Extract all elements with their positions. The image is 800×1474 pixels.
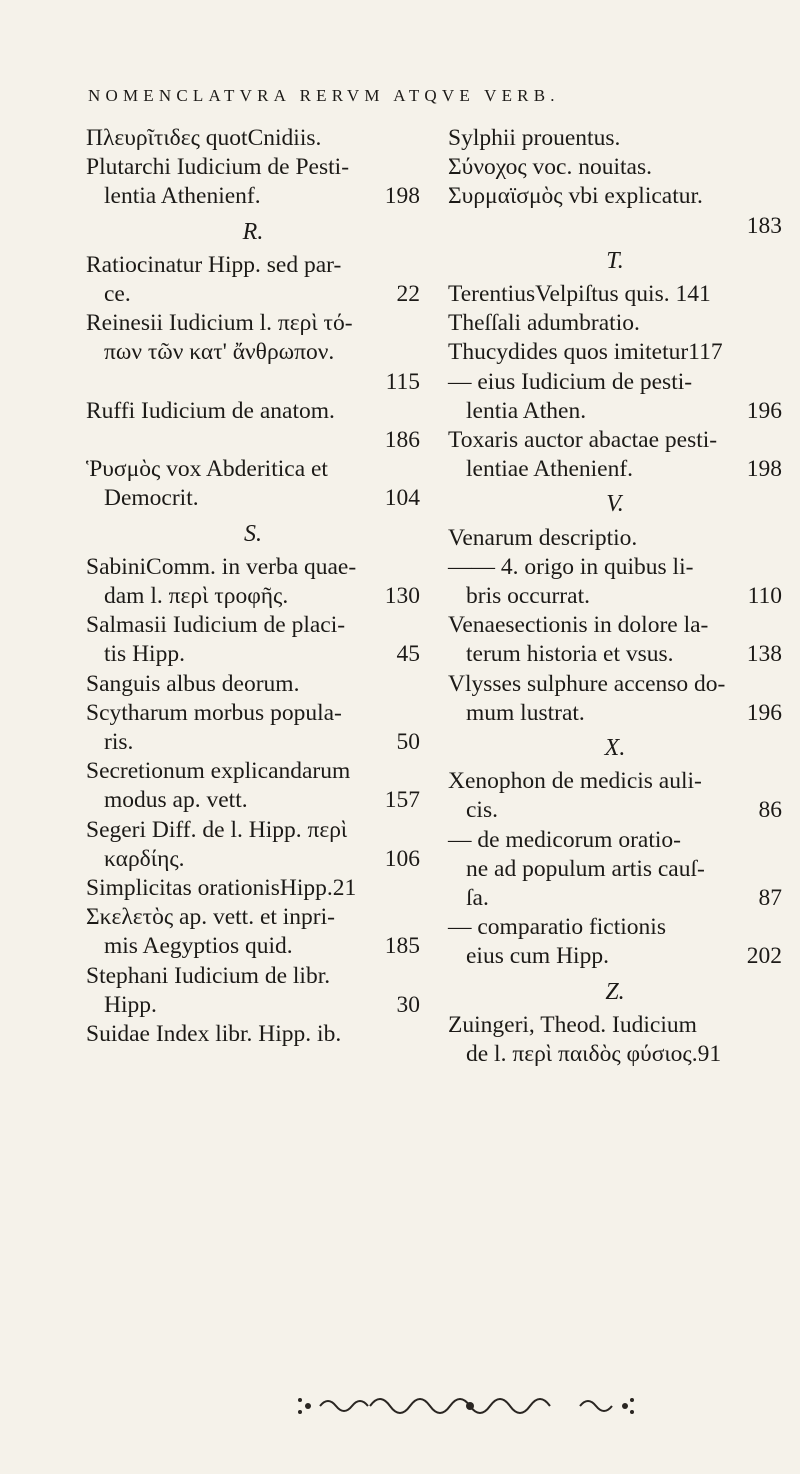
entry-continuation: dam l. περὶ τροφῆς. <box>104 583 289 610</box>
entry-text: Simplicitas orationisHipp.21 <box>86 875 357 902</box>
index-entry <box>86 309 420 397</box>
index-entry <box>448 1011 782 1069</box>
index-entry <box>86 611 420 669</box>
entry-text: Suidae Index libr. Hipp. ib. <box>86 1021 342 1048</box>
entry-text: Πλευρῖτιδες quotCnidiis. <box>86 125 322 151</box>
entry-text: SabiniComm. in verba quae- <box>86 553 357 580</box>
page-number: 30 <box>396 991 420 1018</box>
index-entry <box>448 280 782 309</box>
index-entry <box>448 913 782 971</box>
entry-text: Ruffi Iudicium de anatom. <box>86 397 335 424</box>
page-number: 86 <box>758 797 782 824</box>
entry-text: Venarum descriptio. <box>448 524 638 551</box>
index-entry <box>86 874 420 903</box>
page-number: 157 <box>384 787 420 814</box>
index-entry <box>448 611 782 669</box>
page-number: 202 <box>746 943 782 970</box>
index-entry <box>86 816 420 874</box>
page-number: 186 <box>384 427 420 454</box>
index-entry <box>448 153 782 182</box>
entry-continuation: modus ap. vett. <box>104 787 248 814</box>
entry-text: Zuingeri, Theod. Iudicium <box>448 1011 697 1038</box>
entry-text: Theſſali adumbratio. <box>448 310 640 337</box>
entry-text: Segeri Diff. de l. Hipp. περὶ <box>86 816 348 843</box>
entry-continuation: mis Aegyptios quid. <box>104 933 293 960</box>
entry-text: Xenophon de medicis auli- <box>448 768 702 795</box>
entry-text: Salmasii Iudicium de placi- <box>86 612 346 639</box>
index-entry <box>86 251 420 309</box>
page-number: 87 <box>758 885 782 912</box>
page-number: 198 <box>746 456 782 483</box>
index-entry <box>448 670 782 728</box>
right-column <box>448 124 782 1069</box>
entry-text: — de medicorum oratio- <box>448 826 681 853</box>
index-entry <box>448 182 782 240</box>
section-letter: V. <box>606 491 624 518</box>
entry-text: — comparatio fictionis <box>448 914 666 941</box>
left-column <box>86 124 420 1069</box>
entry-continuation: lentia Athenienf. <box>104 183 261 210</box>
index-entry <box>86 757 420 815</box>
index-entry <box>448 524 782 553</box>
entry-text: Stephani Iudicium de libr. <box>86 962 331 989</box>
entry-continuation: tis Hipp. <box>104 641 185 668</box>
entry-continuation: Hipp. <box>104 991 157 1018</box>
page-number: 183 <box>746 212 782 239</box>
entry-continuation: cis. <box>466 797 498 824</box>
index-entry <box>448 124 782 153</box>
entry-text: Συρμαϊσμὸς vbi explicatur. <box>448 183 703 210</box>
entry-continuation: de l. περὶ παιδὸς φύσιος.91 <box>466 1041 722 1068</box>
entry-continuation: terum historia et vsus. <box>466 641 674 668</box>
index-columns <box>86 124 786 1069</box>
entry-continuation: καρδίης. <box>104 845 185 872</box>
page-number: 106 <box>384 845 420 872</box>
section-letter: S. <box>244 520 262 547</box>
entry-text: Σύνοχος voc. nouitas. <box>448 154 652 181</box>
page-number: 22 <box>396 281 420 308</box>
entry-continuation: πων τῶν κατ' ἄνθρωπον. <box>104 339 335 366</box>
entry-continuation: bris occurrat. <box>466 583 590 610</box>
index-entry <box>448 368 782 426</box>
index-entry <box>86 962 420 1020</box>
page-number: 185 <box>384 933 420 960</box>
index-entry <box>86 397 420 455</box>
page-number: 196 <box>746 699 782 726</box>
entry-continuation: ne ad populum artis cauſ- <box>466 855 705 882</box>
page-number: 196 <box>746 397 782 424</box>
index-entry <box>86 699 420 757</box>
entry-text: Ratiocinatur Hipp. sed par- <box>86 251 342 278</box>
entry-continuation: ſa. <box>466 885 489 912</box>
index-entry <box>86 903 420 961</box>
index-entry <box>86 153 420 211</box>
entry-text: Sylphii prouentus. <box>448 125 621 151</box>
entry-text: Vlysses sulphure accenso do- <box>448 670 726 697</box>
entry-text: — eius Iudicium de pesti- <box>448 368 693 395</box>
entry-text: Sanguis albus deorum. <box>86 670 300 697</box>
entry-text: Venaesectionis in dolore la- <box>448 612 709 639</box>
entry-text: —— 4. origo in quibus li- <box>448 553 694 580</box>
index-entry <box>86 455 420 513</box>
entry-continuation: lentiae Athenienf. <box>466 456 634 483</box>
index-entry <box>86 553 420 611</box>
entry-text: Toxaris auctor abactae pesti- <box>448 427 718 454</box>
entry-text: Plutarchi Iudicium de Pesti- <box>86 154 350 181</box>
index-entry <box>448 826 782 914</box>
entry-continuation: ce. <box>104 281 131 308</box>
entry-continuation: eius cum Hipp. <box>466 943 609 970</box>
entry-text: TerentiusVelpiſtus quis. 141 <box>448 281 711 308</box>
entry-text: Scytharum morbus popula- <box>86 699 342 726</box>
entry-text: Ῥυσμὸς vox Abderitica et <box>86 456 328 483</box>
section-letter: T. <box>606 247 624 274</box>
page-number: 45 <box>396 641 420 668</box>
index-entry <box>86 1020 420 1049</box>
page-number: 130 <box>384 583 420 610</box>
page-number: 115 <box>385 368 420 395</box>
index-entry <box>86 670 420 699</box>
section-letter: R. <box>242 218 264 245</box>
running-head: NOMENCLATVRA RERVM ATQVE VERB. <box>88 86 560 105</box>
entry-continuation: mum lustrat. <box>466 699 585 726</box>
entry-continuation: Democrit. <box>104 485 199 512</box>
entry-continuation: lentia Athen. <box>466 397 587 424</box>
section-letter: Z. <box>605 978 625 1005</box>
ornament-icon <box>280 1386 660 1426</box>
index-entry <box>448 426 782 484</box>
section-letter: X. <box>604 735 626 762</box>
page-number: 198 <box>384 183 420 210</box>
page-number: 104 <box>384 485 420 512</box>
entry-continuation: ris. <box>104 729 134 756</box>
page-number: 138 <box>746 641 782 668</box>
entry-text: Reinesii Iudicium l. περὶ τό- <box>86 310 353 337</box>
index-entry <box>448 553 782 611</box>
index-entry <box>448 309 782 338</box>
index-entry <box>448 767 782 825</box>
entry-text: Σκελετὸς ap. vett. et inpri- <box>86 904 335 931</box>
index-entry <box>448 338 782 367</box>
page-number: 50 <box>396 729 420 756</box>
entry-text: Thucydides quos imitetur117 <box>448 339 723 366</box>
entry-text: Secretionum explicandarum <box>86 758 351 785</box>
index-entry <box>86 124 420 153</box>
page-number: 110 <box>747 583 782 610</box>
